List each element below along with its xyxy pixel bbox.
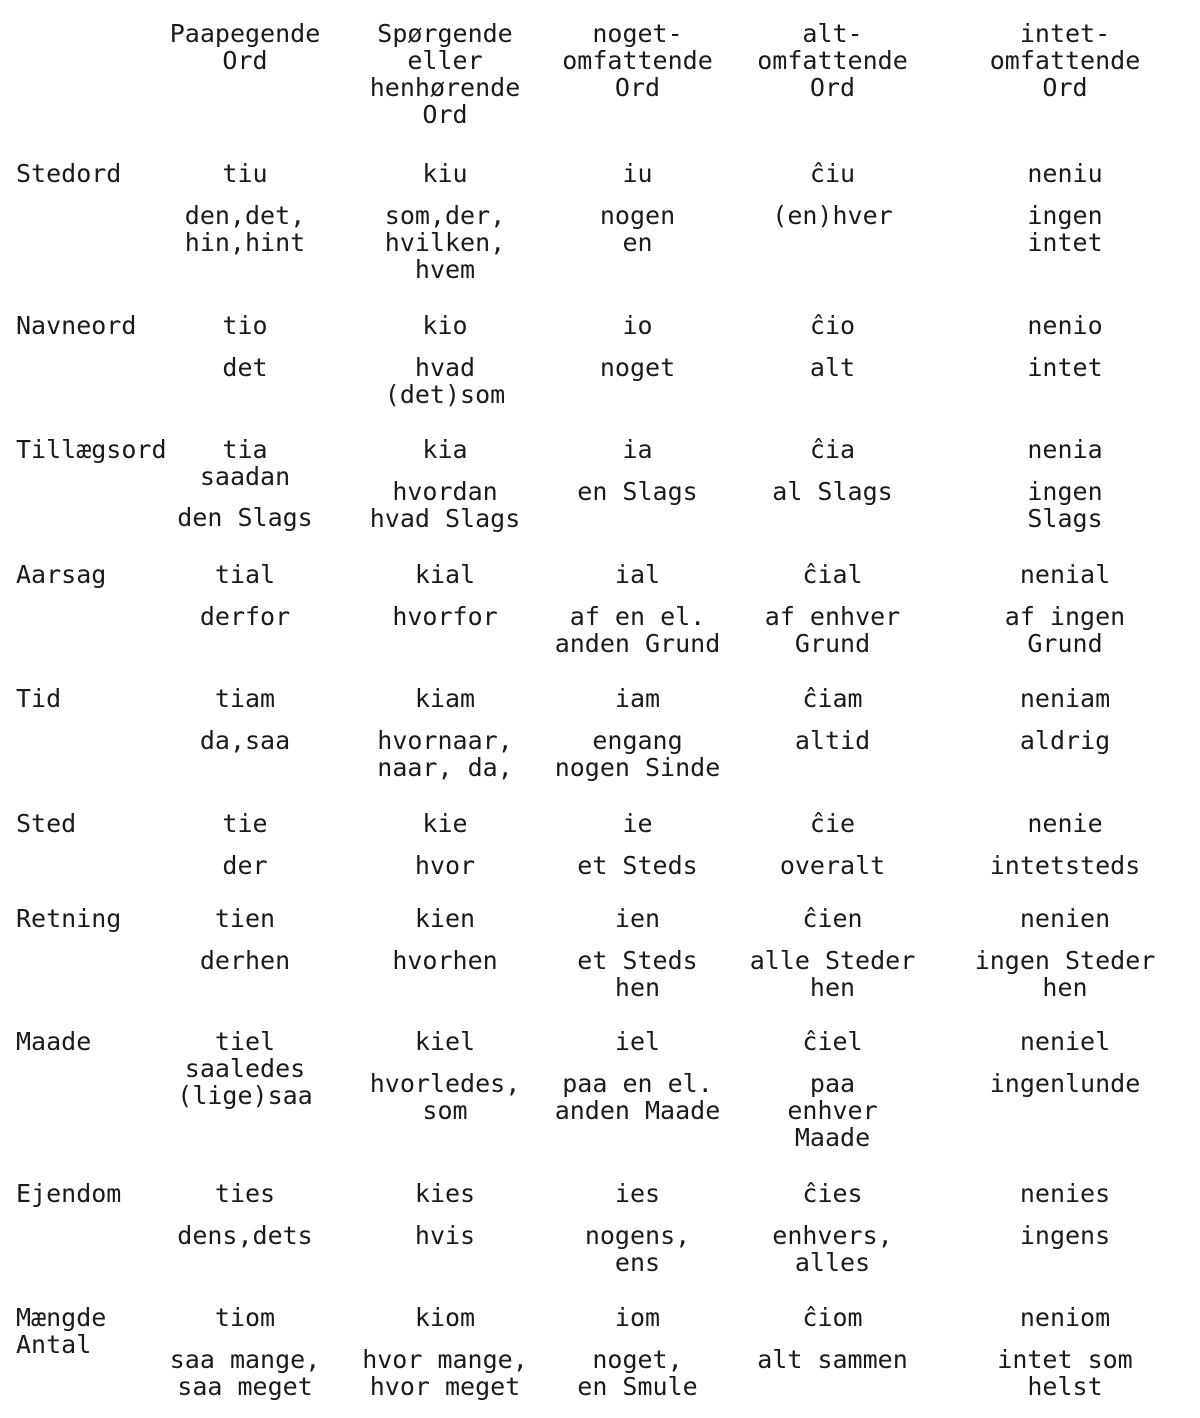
esperanto-word: ties (214, 1179, 276, 1208)
esperanto-word: ĉie (809, 809, 856, 838)
danish-translation: ingens (1019, 1221, 1111, 1250)
esperanto-word: kia (422, 435, 468, 464)
danish-translation: som,der, hvilken, hvem (384, 201, 506, 284)
danish-translation: af en el. anden Grund (554, 602, 721, 658)
row-label: Maade (16, 1027, 92, 1056)
danish-translation: da,saa (199, 726, 291, 755)
danish-translation: et Steds (577, 851, 698, 880)
row-label: Sted (16, 809, 77, 838)
esperanto-word: ial (614, 560, 661, 589)
esperanto-word: ĉiam (802, 684, 863, 713)
danish-translation: hvor mange, hvor meget (362, 1345, 528, 1401)
row-label: Mængde Antal (16, 1303, 107, 1359)
esperanto-word: nenial (1019, 560, 1111, 589)
danish-translation: (en)hver (772, 201, 893, 230)
row-label: Ejendom (16, 1179, 122, 1208)
danish-translation: hvorledes, som (369, 1069, 521, 1125)
danish-translation: al Slags (772, 477, 893, 506)
danish-translation: derfor (199, 602, 291, 631)
row-label: Stedord (16, 159, 122, 188)
esperanto-word: neniu (1027, 159, 1103, 188)
header-spoergende: Spørgende eller henhørende Ord (369, 19, 521, 129)
esperanto-word: tiam (214, 684, 276, 713)
danish-translation: der (222, 851, 268, 880)
esperanto-word: tio (222, 311, 268, 340)
danish-translation: alle Steder hen (749, 946, 916, 1002)
row-label: Tillægsord (16, 435, 167, 464)
esperanto-word: kiam (414, 684, 476, 713)
danish-translation: hvis (414, 1221, 476, 1250)
esperanto-word: tiu (222, 159, 268, 188)
esperanto-word: kie (422, 809, 468, 838)
danish-translation: af enhver Grund (764, 602, 901, 658)
danish-translation: en Slags (577, 477, 698, 506)
esperanto-word: tie (222, 809, 268, 838)
esperanto-word: tien (214, 904, 276, 933)
esperanto-word: iu (622, 159, 653, 188)
esperanto-word: ĉiu (809, 159, 856, 188)
danish-translation: altid (794, 726, 871, 755)
danish-translation: hvorhen (392, 946, 498, 975)
danish-translation: hvad (det)som (384, 353, 506, 409)
esperanto-word: nenie (1027, 809, 1103, 838)
esperanto-word: ien (614, 904, 661, 933)
esperanto-word: ĉies (802, 1179, 863, 1208)
danish-translation: det (222, 353, 268, 382)
danish-translation: noget (599, 353, 676, 382)
danish-translation: intetsteds (989, 851, 1141, 880)
esperanto-word: tial (214, 560, 276, 589)
esperanto-word: ĉio (809, 311, 856, 340)
row-label: Tid (16, 684, 62, 713)
danish-translation: hvorfor (392, 602, 498, 631)
esperanto-word: kies (414, 1179, 476, 1208)
danish-translation: intet som helst (997, 1345, 1133, 1401)
esperanto-word: ĉien (802, 904, 863, 933)
danish-translation: enhvers, alles (772, 1221, 893, 1277)
esperanto-word: neniel (1019, 1027, 1111, 1056)
esperanto-word: nenien (1019, 904, 1111, 933)
header-paapegende: Paapegende Ord (169, 19, 321, 75)
header-altomfattende: alt- omfattende Ord (757, 19, 908, 102)
esperanto-word: tiel saaledes (lige)saa (177, 1027, 313, 1110)
esperanto-word: kio (422, 311, 468, 340)
esperanto-word: neniom (1019, 1303, 1111, 1332)
esperanto-word: kiom (414, 1303, 476, 1332)
danish-translation: den Slags (177, 503, 313, 532)
esperanto-word: ĉial (802, 560, 863, 589)
esperanto-word: ie (622, 809, 653, 838)
danish-translation: hvornaar, naar, da, (377, 726, 513, 782)
esperanto-word: nenies (1019, 1179, 1111, 1208)
danish-translation: ingen Steder hen (974, 946, 1156, 1002)
danish-translation: ingen Slags (1027, 477, 1103, 533)
esperanto-word: iom (614, 1303, 661, 1332)
header-intetomfattende: intet- omfattende Ord (989, 19, 1141, 102)
danish-translation: hvordan hvad Slags (369, 477, 521, 533)
danish-translation: hvor (414, 851, 476, 880)
danish-translation: ingen intet (1027, 201, 1103, 257)
danish-translation: paa enhver Maade (787, 1069, 878, 1152)
danish-translation: ingenlunde (989, 1069, 1141, 1098)
esperanto-word: io (622, 311, 653, 340)
danish-translation: derhen (199, 946, 291, 975)
esperanto-word: ĉia (809, 435, 856, 464)
esperanto-word: tia saadan (199, 435, 291, 491)
esperanto-word: nenia (1027, 435, 1103, 464)
danish-translation: alt (809, 353, 856, 382)
danish-translation: dens,dets (177, 1221, 313, 1250)
esperanto-word: ĉiel (802, 1027, 863, 1056)
danish-translation: overalt (779, 851, 886, 880)
header-nogetomfattende: noget- omfattende Ord (562, 19, 713, 102)
esperanto-word: kien (414, 904, 476, 933)
row-label: Aarsag (16, 560, 107, 589)
esperanto-word: tiom (214, 1303, 276, 1332)
row-label: Retning (16, 904, 122, 933)
esperanto-word: ĉiom (802, 1303, 863, 1332)
danish-translation: aldrig (1019, 726, 1111, 755)
danish-translation: et Steds hen (577, 946, 698, 1002)
esperanto-word: nenio (1027, 311, 1103, 340)
row-label: Navneord (16, 311, 137, 340)
danish-translation: saa mange, saa meget (169, 1345, 321, 1401)
esperanto-word: ia (622, 435, 653, 464)
esperanto-word: kiu (422, 159, 468, 188)
danish-translation: noget, en Smule (577, 1345, 698, 1401)
esperanto-word: neniam (1019, 684, 1111, 713)
danish-translation: den,det, hin,hint (184, 201, 306, 257)
danish-translation: alt sammen (757, 1345, 908, 1374)
danish-translation: intet (1027, 353, 1103, 382)
danish-translation: nogens, ens (584, 1221, 691, 1277)
danish-translation: af ingen Grund (1004, 602, 1126, 658)
esperanto-word: kial (414, 560, 476, 589)
danish-translation: nogen en (599, 201, 676, 257)
esperanto-word: ies (614, 1179, 661, 1208)
danish-translation: engang nogen Sinde (554, 726, 721, 782)
esperanto-word: iel (614, 1027, 661, 1056)
esperanto-word: iam (614, 684, 661, 713)
danish-translation: paa en el. anden Maade (554, 1069, 721, 1125)
esperanto-word: kiel (414, 1027, 476, 1056)
